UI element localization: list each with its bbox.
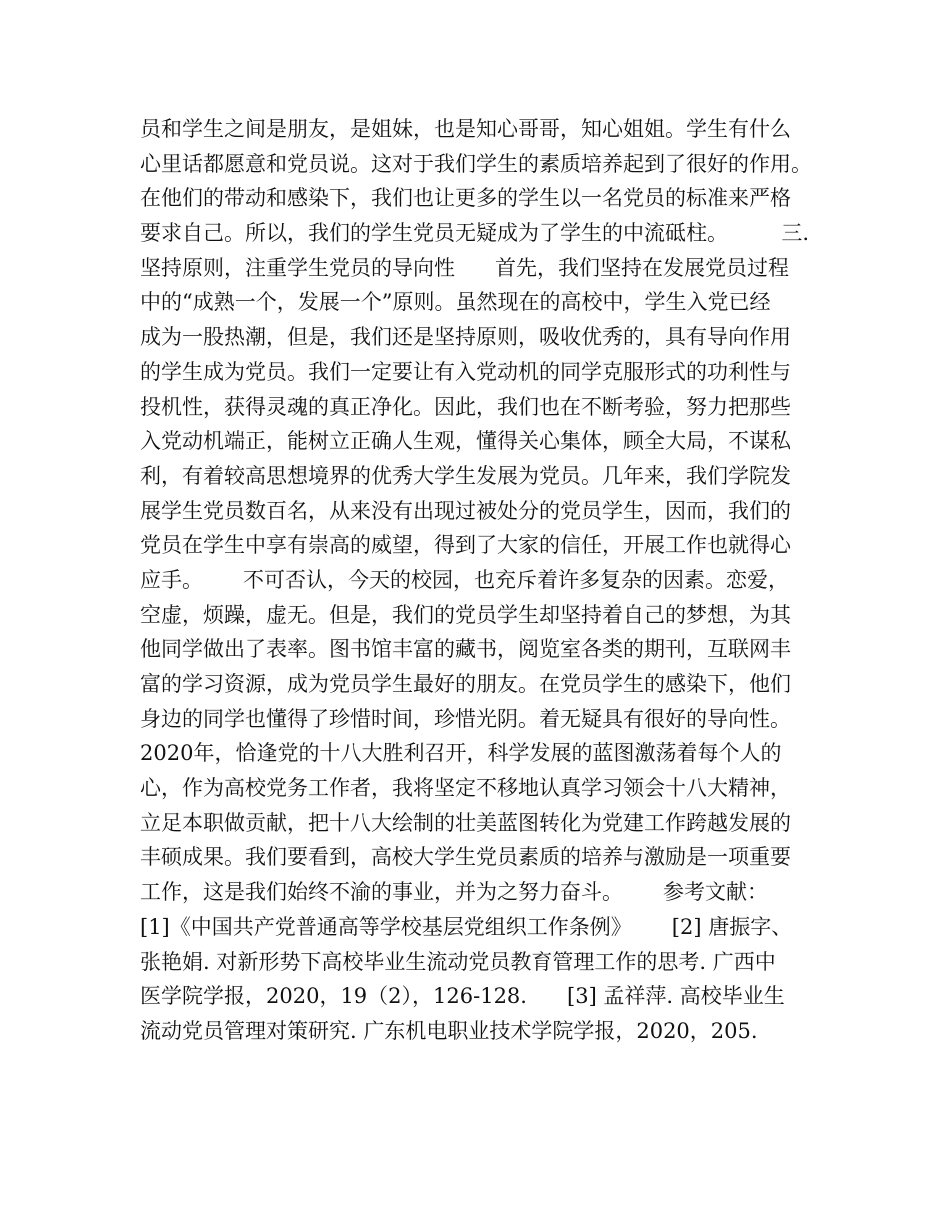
reference-line: 流动党员管理对策研究. 广东机电职业技术学院学报，2020，205. [140,1018,758,1043]
text-line: 工作，这是我们始终不渝的事业，并为之努力奋斗。 参考文献： [140,880,769,905]
text-line: 坚持原则，注重学生党员的导向性 首先，我们坚持在发展党员过程 [140,255,790,280]
reference-line: 张艳娟. 对新形势下高校毕业生流动党员教育管理工作的思考. 广西中 [140,949,776,974]
text-line: 立足本职做贡献，把十八大绘制的壮美蓝图转化为党建工作跨越发展的 [140,810,791,835]
text-line: 成为一股热潮，但是，我们还是坚持原则，吸收优秀的，具有导向作用 [140,325,791,350]
text-line: 入党动机端正，能树立正确人生观，懂得关心集体，顾全大局，不谋私 [140,429,791,454]
text-line: 要求自己。所以，我们的学生党员无疑成为了学生的中流砥柱。 三. [140,221,810,246]
text-line: 的学生成为党员。我们一定要让有入党动机的同学克服形式的功利性与 [140,359,791,384]
text-line: 空虚，烦躁，虚无。但是，我们的党员学生却坚持着自己的梦想，为其 [140,602,791,627]
text-line: 党员在学生中享有崇高的威望，得到了大家的信任，开展工作也就得心 [140,533,791,558]
text-line: 中的“成熟一个，发展一个”原则。虽然现在的高校中，学生入党已经 [140,290,771,315]
text-line: 他同学做出了表率。图书馆丰富的藏书，阅览室各类的期刊，互联网丰 [140,637,791,662]
text-line: 应手。 不可否认，今天的校园，也充斥着许多复杂的因素。恋爱， [140,567,790,592]
body-text [140,112,820,1049]
text-line: 身边的同学也懂得了珍惜时间，珍惜光阴。着无疑具有很好的导向性。 [140,706,791,731]
text-line: 富的学习资源，成为党员学生最好的朋友。在党员学生的感染下，他们 [140,672,791,696]
reference-line: [1]《中国共产党普通高等学校基层党组织工作条例》 [2] 唐振字、 [140,914,793,939]
reference-line: 医学院学报，2020，19（2），126-128. [3] 孟祥萍. 高校毕业生 [140,984,785,1009]
text-line: 丰硕成果。我们要看到，高校大学生党员素质的培养与激励是一项重要 [140,845,791,870]
text-line: 心里话都愿意和党员说。这对于我们学生的素质培养起到了很好的作用。 [140,151,812,176]
text-line: 利，有着较高思想境界的优秀大学生发展为党员。几年来，我们学院发 [140,463,791,488]
text-line: 在他们的带动和感染下，我们也让更多的学生以一名党员的标准来严格 [140,186,791,211]
text-line: 2020年，恰逢党的十八大胜利召开，科学发展的蓝图激荡着每个人的 [140,741,782,766]
text-line: 心，作为高校党务工作者，我将坚定不移地认真学习领会十八大精神， [140,776,791,801]
text-line: 投机性，获得灵魂的真正净化。因此，我们也在不断考验，努力把那些 [140,394,791,419]
text-line: 员和学生之间是朋友，是姐妹，也是知心哥哥，知心姐姐。学生有什么 [140,117,791,141]
text-line: 展学生党员数百名，从来没有出现过被处分的党员学生，因而，我们的 [140,498,791,523]
